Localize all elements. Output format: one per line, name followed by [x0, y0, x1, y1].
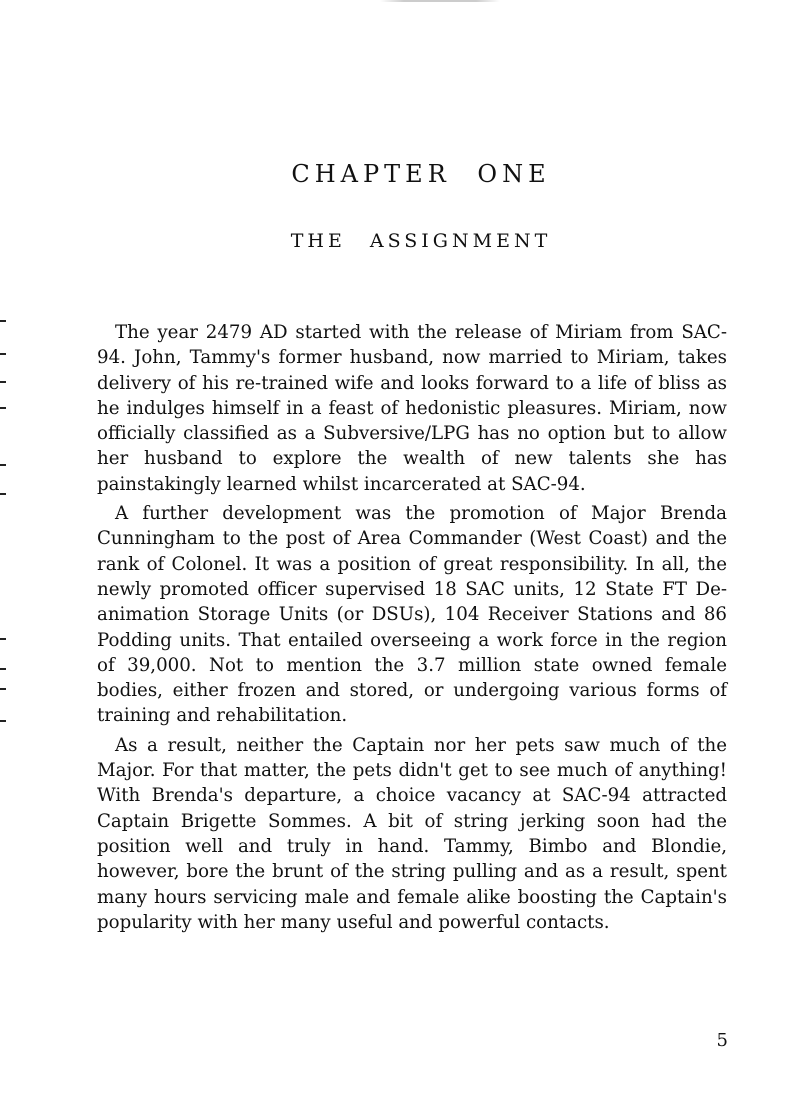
margin-mark [0, 381, 6, 383]
margin-mark [0, 320, 6, 322]
page-number: 5 [716, 1030, 728, 1051]
paragraph: A further development was the promotion of Major Brenda Cunningham to the post of Area Commander (West Coast) and the rank of Colonel. It was a position of great responsibility. In all, the newly promoted officer supervised 18 SAC units, 12 State FT De-animation Storage Units (or DSUs), 104 Receiver Stations and 86 Podding units. That entailed overseeing a work force in the region of 39,000. Not to mention the 3.7 million state owned female bodies, either frozen and stored, or undergoing various forms of training and rehabilitation. [97, 503, 727, 727]
chapter-title: THE ASSIGNMENT [290, 230, 552, 252]
margin-mark [0, 688, 6, 690]
chapter-body [97, 320, 727, 939]
scan-artifact [380, 0, 500, 2]
chapter-heading: CHAPTER ONE [291, 160, 551, 188]
margin-mark [0, 720, 6, 722]
margin-mark [0, 638, 6, 640]
paragraph: As a result, neither the Captain nor her pets saw much of the Major. For that matter, the pets didn't get to see much of anything! With Brenda's departure, a choice vacancy at SAC-94 attracted Captain Brigette Sommes. A bit of string jerking soon had the position well and truly in hand. Tammy, Bimbo and Blondie, however, bore the brunt of the string pulling and as a result, spent many hours servicing male and female alike boosting the Captain's popularity with her many useful and powerful contacts. [97, 734, 727, 933]
margin-mark [0, 353, 6, 355]
paragraph: The year 2479 AD started with the release of Miriam from SAC-94. John, Tammy's former husband, now married to Miriam, takes delivery of his re-trained wife and looks forward to a life of bliss as he indulges himself in a feast of hedonistic pleasures. Miriam, now officially classified as a Subversive/LPG has no option but to allow her husband to explore the wealth of new talents she has painstakingly learned whilst incarcerated at SAC-94. [97, 322, 727, 495]
margin-mark [0, 464, 6, 466]
margin-mark [0, 668, 6, 670]
margin-mark [0, 493, 6, 495]
margin-mark [0, 407, 6, 409]
